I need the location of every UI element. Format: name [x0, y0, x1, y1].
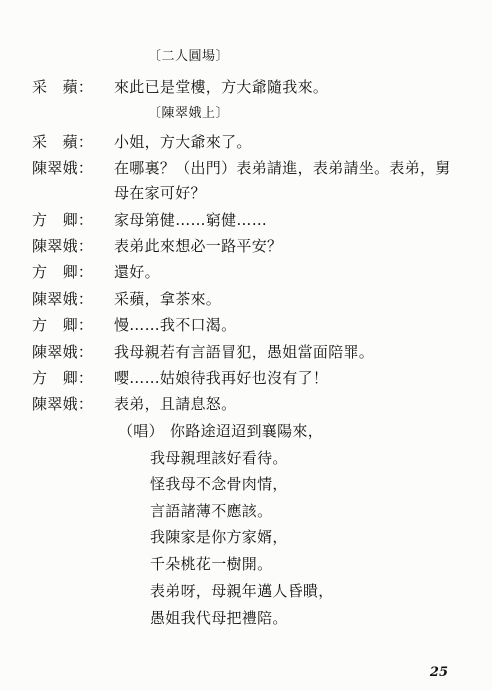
speaker-name: 陳翠娥：: [32, 290, 94, 308]
speaker-name: 陳翠娥：: [32, 343, 94, 361]
speaker-name: 采 蘋：: [32, 78, 94, 96]
speaker-name: 方 卿：: [32, 263, 94, 281]
dialogue-text: 來此已是堂樓，方大爺隨我來。: [114, 78, 329, 96]
dialogue-text: 慢……我不口渴。: [114, 316, 237, 334]
dialogue-text: 家母第健……窮健……: [114, 211, 268, 229]
verse-line: 怪我母不念骨肉情，: [150, 475, 288, 493]
stage-direction-enter: 〔陳翠娥上〕: [148, 106, 230, 121]
verse-line: 表弟呀，母親年邁人昏瞶，: [150, 582, 334, 600]
dialogue-text: 小姐，方大爺來了。: [114, 133, 252, 151]
page-number: 25: [429, 665, 448, 680]
dialogue-text: 我母親若有言語冒犯，愚姐當面陪罪。: [114, 343, 375, 361]
speaker-name: 采 蘋：: [32, 133, 94, 151]
dialogue-text: 采蘋，拿茶來。: [114, 290, 222, 308]
dialogue-text: 還好。: [114, 263, 160, 281]
speaker-name: 陳翠娥：: [32, 159, 94, 177]
verse-line: 我陳家是你方家婿，: [150, 528, 288, 546]
speaker-name: 方 卿：: [32, 316, 94, 334]
speaker-name: 陳翠娥：: [32, 395, 94, 413]
verse-line: 我母親理該好看待。: [150, 449, 288, 467]
stage-direction-exit: 〔二人圓場〕: [148, 49, 230, 64]
verse-line: 愚姐我代母把禮陪。: [150, 609, 288, 627]
verse-line: 言語諸薄不應該。: [150, 502, 273, 520]
verse-line: 你路途迢迢到襄陽來，: [170, 422, 324, 440]
dialogue-text: 母在家可好？: [114, 184, 206, 202]
dialogue-text: 嘤……姑娘待我再好也沒有了！: [114, 369, 329, 387]
dialogue-text: 表弟此來想必一路平安？: [114, 237, 283, 255]
speaker-name: 陳翠娥：: [32, 237, 94, 255]
speaker-name: 方 卿：: [32, 369, 94, 387]
dialogue-text: 表弟，且請息怒。: [114, 395, 237, 413]
speaker-name: 方 卿：: [32, 211, 94, 229]
sing-marker: （唱）: [118, 422, 164, 440]
verse-line: 千朵桃花一樹開。: [150, 555, 273, 573]
dialogue-text: 在哪裏？（出門）表弟請進，表弟請坐。表弟，舅: [114, 159, 451, 177]
